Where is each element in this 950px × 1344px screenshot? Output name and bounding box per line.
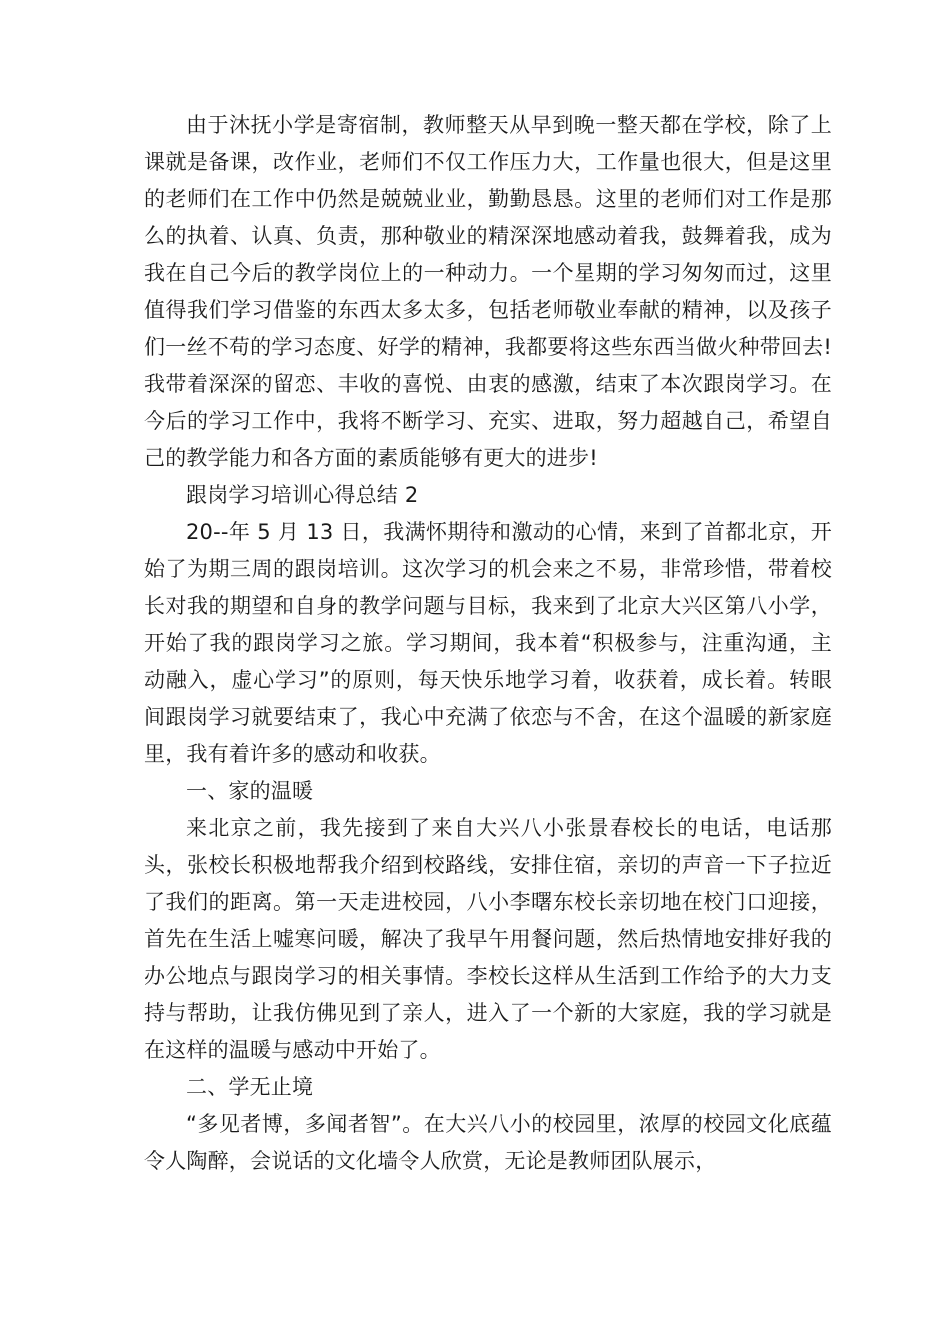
section-title-summary-2: 跟岗学习培训心得总结 2	[186, 483, 419, 507]
subheading-endless-learning: 二、学无止境	[186, 1075, 314, 1099]
subheading-home-warmth: 一、家的温暖	[186, 779, 314, 803]
paragraph-welcome: 来北京之前，我先接到了来自大兴八小张景春校长的电话，电话那头，张校长积极地帮我介绍到校路线，安排住宿，亲切的声音一下子拉近了我们的距离。第一天走进校园，八小李曙东校长亲切地在校门口迎接，首先在生活上嘘寒问暖，解决了我早午用餐问题，然后热情地安排好我的办公地点与跟岗学习的相关事情。李校长这样从生活到工作给予的大力支持与帮助，让我仿佛见到了亲人，进入了一个新的大家庭，我的学习就是在这样的温暖与感动中开始了。	[144, 816, 832, 1062]
paragraph-boarding-school: 由于沐抚小学是寄宿制，教师整天从早到晚一整天都在学校，除了上课就是备课，改作业，老师们不仅工作压力大，工作量也很大，但是这里的老师们在工作中仍然是兢兢业业，勤勤恳恳。这里的老师们对工作是那么的执着、认真、负责，那种敬业的精深深地感动着我，鼓舞着我，成为我在自己今后的教学岗位上的一种动力。一个星期的学习匆匆而过，这里值得我们学习借鉴的东西太多太多，包括老师敬业奉献的精神，以及孩子们一丝不苟的学习态度、好学的精神，我都要将这些东西当做火种带回去!我带着深深的留恋、丰收的喜悦、由衷的感激，结束了本次跟岗学习。在今后的学习工作中，我将不断学习、充实、进取，努力超越自己，希望自己的教学能力和各方面的素质能够有更大的进步!	[144, 113, 832, 470]
paragraph-campus-culture: “多见者博，多闻者智”。在大兴八小的校园里，浓厚的校园文化底蕴令人陶醉，会说话的文化墙令人欣赏，无论是教师团队展示，	[144, 1112, 832, 1173]
paragraph-beijing-arrival: 20--年 5 月 13 日，我满怀期待和激动的心情，来到了首都北京，开始了为期三周的跟岗培训。这次学习的机会来之不易，非常珍惜，带着校长对我的期望和自身的教学问题与目标，我来到了北京大兴区第八小学，开始了我的跟岗学习之旅。学习期间，我本着“积极参与，注重沟通，主动融入，虚心学习”的原则，每天快乐地学习着，收获着，成长着。转眼间跟岗学习就要结束了，我心中充满了依恋与不舍，在这个温暖的新家庭里，我有着许多的感动和收获。	[144, 520, 832, 766]
document-body	[144, 107, 832, 1180]
